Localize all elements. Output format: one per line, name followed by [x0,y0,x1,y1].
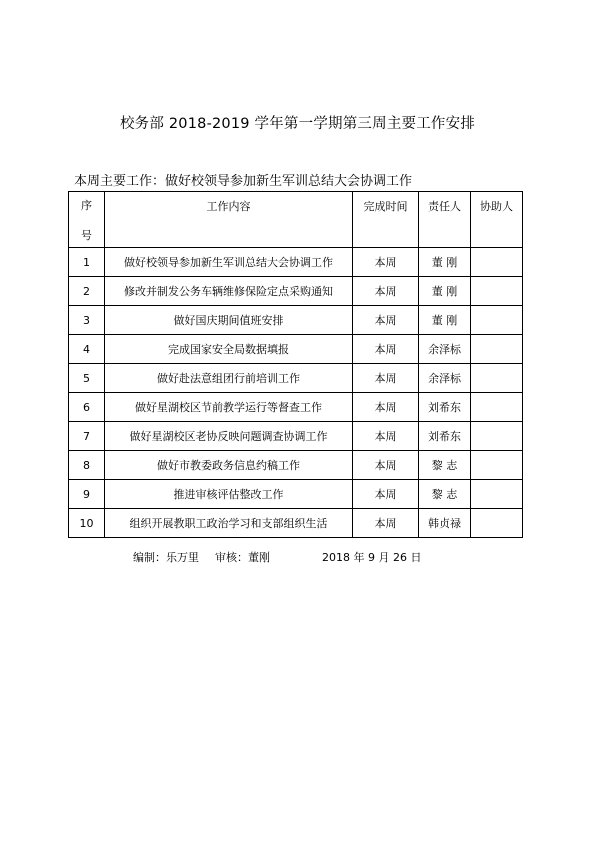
row-content: 做好校领导参加新生军训总结大会协调工作 [105,248,353,277]
table-row [69,393,523,422]
table-row [69,335,523,364]
row-assistant [471,393,523,422]
footer-date: 2018 年 9 月 26 日 [322,551,422,564]
row-content: 修改并制发公务车辆维修保险定点采购通知 [105,277,353,306]
row-owner: 刘希东 [419,422,471,451]
row-assistant [471,277,523,306]
table-row [69,364,523,393]
row-content: 推进审核评估整改工作 [105,480,353,509]
row-number: 7 [69,422,105,451]
row-number: 5 [69,364,105,393]
header-content: 工作内容 [105,192,353,248]
row-owner: 余泽标 [419,364,471,393]
table-row [69,422,523,451]
row-owner: 董 刚 [419,277,471,306]
row-number: 3 [69,306,105,335]
row-assistant [471,364,523,393]
row-content: 做好市教委政务信息约稿工作 [105,451,353,480]
row-deadline: 本周 [353,509,419,538]
row-content: 做好星湖校区节前教学运行等督查工作 [105,393,353,422]
table-row [69,277,523,306]
header-owner: 责任人 [419,192,471,248]
row-owner: 董 刚 [419,306,471,335]
row-assistant [471,335,523,364]
header-no-bottom: 号 [81,228,92,242]
row-content: 做好赴法意组团行前培训工作 [105,364,353,393]
row-number: 8 [69,451,105,480]
row-number: 4 [69,335,105,364]
row-owner: 董 刚 [419,248,471,277]
document-title: 校务部 2018-2019 学年第一学期第三周主要工作安排 [119,116,476,132]
weekly-summary: 本周主要工作：做好校领导参加新生军训总结大会协调工作 [74,174,413,189]
table-row [69,451,523,480]
row-number: 2 [69,277,105,306]
row-number: 6 [69,393,105,422]
table-header-row [69,192,523,248]
header-no [69,192,105,248]
row-owner: 余泽标 [419,335,471,364]
row-deadline: 本周 [353,335,419,364]
table-row [69,480,523,509]
row-number: 1 [69,248,105,277]
row-content: 完成国家安全局数据填报 [105,335,353,364]
row-assistant [471,248,523,277]
header-assistant: 协助人 [471,192,523,248]
row-content: 组织开展教职工政治学习和支部组织生活 [105,509,353,538]
row-deadline: 本周 [353,364,419,393]
row-content: 做好星湖校区老协反映问题调查协调工作 [105,422,353,451]
row-deadline: 本周 [353,451,419,480]
footer-editor: 编制：乐万里 [133,551,199,564]
row-owner: 黎 志 [419,451,471,480]
work-schedule-table [68,191,523,538]
row-assistant [471,480,523,509]
row-assistant [471,306,523,335]
header-deadline: 完成时间 [353,192,419,248]
table-row [69,509,523,538]
row-deadline: 本周 [353,306,419,335]
row-deadline: 本周 [353,480,419,509]
row-owner: 韩贞禄 [419,509,471,538]
row-assistant [471,451,523,480]
table-row [69,248,523,277]
row-assistant [471,422,523,451]
row-content: 做好国庆期间值班安排 [105,306,353,335]
row-number: 9 [69,480,105,509]
footer-reviewer: 审核：董刚 [215,551,270,564]
row-deadline: 本周 [353,248,419,277]
table-row [69,306,523,335]
row-number: 10 [69,509,105,538]
row-owner: 黎 志 [419,480,471,509]
header-no-top: 序 [81,198,92,212]
row-deadline: 本周 [353,422,419,451]
row-deadline: 本周 [353,277,419,306]
document-footer [133,549,421,565]
row-assistant [471,509,523,538]
row-deadline: 本周 [353,393,419,422]
row-owner: 刘希东 [419,393,471,422]
